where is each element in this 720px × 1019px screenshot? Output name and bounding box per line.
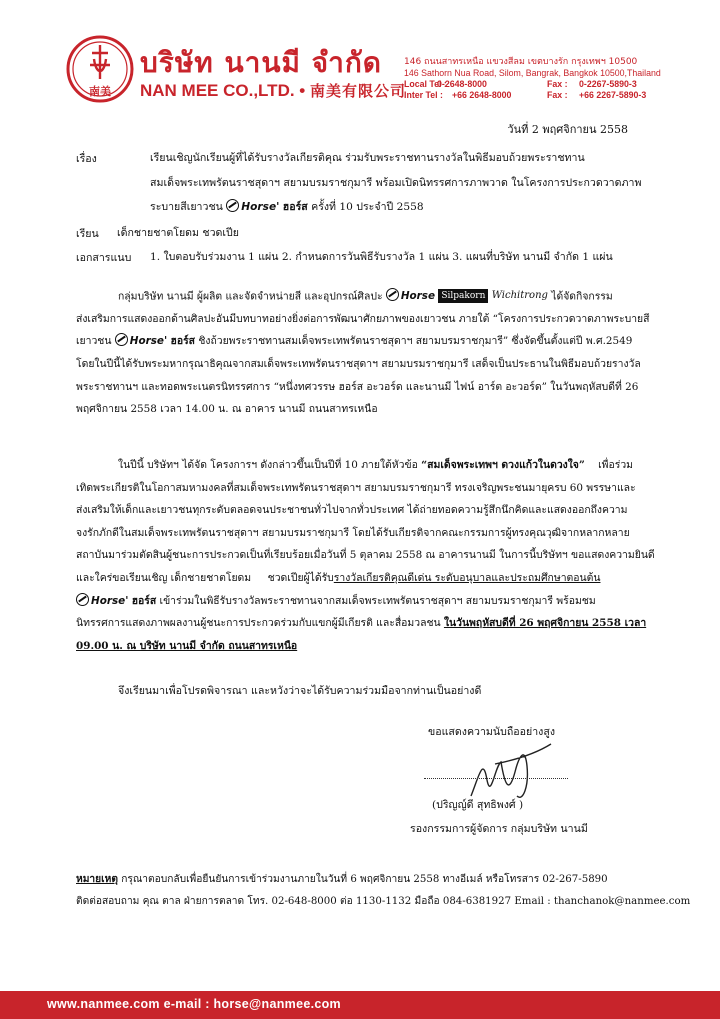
closing-statement: จึงเรียนมาเพื่อโปรดพิจารณา และหวังว่าจะได้รับความร่วมมือจากท่านเป็นอย่างดี <box>118 685 482 697</box>
company-name-thai: บริษัท นานมี จำกัด <box>140 46 382 79</box>
signer-name: (ปริญญ์ดี สุทธิพงศ์ ) <box>432 799 524 811</box>
horse-brand-logo: Horse' <box>226 199 279 215</box>
subject-line-1: เรียนเชิญนักเรียนผู้ที่ได้รับรางวัลเกียรติคุณ ร่วมรับพระราชทานรางวัลในพิธีมอบถ้วยพระราชทาน <box>150 152 585 164</box>
horse-icon <box>115 333 128 346</box>
horse-icon <box>226 199 239 212</box>
footer-contact: www.nanmee.com e-mail : horse@nanmee.com <box>47 997 341 1011</box>
signature-line <box>424 778 568 779</box>
sign-off: ขอแสดงความนับถืออย่างสูง <box>428 726 555 738</box>
company-name-english: NAN MEE CO.,LTD. • 南美有限公司 <box>140 81 406 100</box>
attachment-label: เอกสารแนบ <box>76 252 132 264</box>
footer-bar <box>0 991 720 1019</box>
silpakorn-logo: Silpakorn <box>438 289 488 303</box>
handwritten-signature <box>465 736 555 806</box>
note-line-2: ติดต่อสอบถาม คุณ ตาล ฝ่ายการตลาด โทร. 02-648-8000 ต่อ 1130-1132 มือถือ 084-6381927 Email : thanchanok@nanmee.com <box>76 896 691 907</box>
paragraph-1: กลุ่มบริษัท นานมี ผู้ผลิต และจัดจำหน่ายสี และอุปกรณ์ศิลปะ Horse Silpakorn Wichitrong ได้จัดกิจกรรม ส่งเสริมการแสดงออกด้านศิลปะอันมีบทบาทอย่างยิ่งต่อการพัฒนาศักยภาพของเยาวชน ภายใต้ “โครงการประกวดวาดภาพระบายสี เยาวชน Horse' ฮอร์ส ชิงถ้วยพระราชทานสมเด็จพระเทพรัตนราชสุดาฯ สยามบรมราชกุมารี” ซึ่งจัดขึ้นตั้งแต่ปี พ.ศ.2549 โดยในปีนี้ได้รับพระมหากรุณาธิคุณจากสมเด็จพระเทพรัตนราชสุดาฯ สยามบรมราชกุมารี เสด็จเป็นประธานในพิธีมอบถ้วยรางวัล พระราชทานฯ และทอดพระเนตรนิทรรศการ “หนึ่งทศวรรษ ฮอร์ส อะวอร์ด และนานมี ไฟน์ อาร์ต อะวอร์ด” ในวันพฤหัสบดีที่ 26 พฤศจิกายน 2558 เวลา 14.00 น. ณ อาคาร นานมี ถนนสาทรเหนือ <box>76 285 650 421</box>
signer-title: รองกรรมการผู้จัดการ กลุ่มบริษัท นานมี <box>410 823 588 835</box>
note-line-1: หมายเหตุ กรุณาตอบกลับเพื่อยืนยันการเข้าร่วมงานภายในวันที่ 6 พฤศจิกายน 2558 ทางอีเมล์ หรือโทรสาร 02-267-5890 <box>76 873 608 885</box>
horse-icon <box>386 288 399 301</box>
letter-date: วันที่ 2 พฤศจิกายน 2558 <box>507 123 628 136</box>
horse-icon <box>76 593 89 606</box>
attachment-list: 1. ใบตอบรับร่วมงาน 1 แผ่น 2. กำหนดการวันพิธีรับรางวัล 1 แผ่น 3. แผนที่บริษัท นานมี จำกัด 1 แผ่น <box>150 251 613 263</box>
svg-text:南美: 南美 <box>89 85 111 98</box>
company-address: 146 ถนนสาทรเหนือ แขวงสีลม เขตบางรัก กรุงเทพฯ 10500 146 Sathorn Nua Road, Silom, Bangrak, Bangkok 10500,Thailand Local Tel : 0-2648-8000 Fax : 0-2267-5890-3 Inter Tel : +66 2648-8000 Fax : +66 2267-5890-3 <box>404 57 661 100</box>
to-label: เรียน <box>76 228 99 240</box>
note-label: หมายเหตุ <box>76 873 118 885</box>
recipient-name: เด็กชายชาตโยดม ชวดเปีย <box>117 227 239 239</box>
subject-line-3: ระบายสีเยาวชน Horse' ฮอร์ส ครั้งที่ 10 ประจำปี 2558 <box>150 201 424 213</box>
subject-label: เรื่อง <box>76 153 97 165</box>
subject-line-2: สมเด็จพระเทพรัตนราชสุดาฯ สยามบรมราชกุมารี พร้อมเปิดนิทรรศการภาพวาด ในโครงการประกวดวาดภาพ <box>150 177 642 189</box>
paragraph-2: ในปีนี้ บริษัทฯ ได้จัด โครงการฯ ดังกล่าวขึ้นเป็นปีที่ 10 ภายใต้หัวข้อ “สมเด็จพระเทพฯ ดวงแก้วในดวงใจ” เพื่อร่วม เทิดพระเกียรติในโอกาสมหามงคลที่สมเด็จพระเทพรัตนราชสุดาฯ สยามบรมราชกุมารี ทรงเจริญพระชนมายุครบ 60 พรรษาและ ส่งเสริมให้เด็กและเยาวชนทุกระดับตลอดจนประชาชนทั่วไปจากทั่วประเทศ ได้ถ่ายทอดความรู้สึกนึกคิดและแสดงออกถึงความ จงรักภักดีในสมเด็จพระเทพรัตนราชสุดาฯ สยามบรมราชกุมารี โดยได้รับเกียรติจากคณะกรรมการผู้ทรงคุณวุฒิจากหลากหลาย สถาบันมาร่วมตัดสินผู้ชนะการประกวดเป็นที่เรียบร้อยเมื่อวันที่ 5 ตุลาคม 2558 ณ อาคารนานมี ในการนี้บริษัทฯ ขอแสดงความยินดี และใคร่ขอเรียนเชิญ เด็กชายชาตโยดม ชวดเปียผู้ได้รับรางวัลเกียรติคุณดีเด่น ระดับอนุบาลและประถมศึกษาตอนต้น Horse' ฮอร์ส เข้าร่วมในพิธีรับรางวัลพระราชทานจากสมเด็จพระเทพรัตนราชสุดาฯ สยามบรมราชกุมารี พร้อมชม นิทรรศการแสดงภาพผลงานผู้ชนะการประกวดร่วมกับแขกผู้มีเกียรติ และสื่อมวลชน ในวันพฤหัสบดีที่ 26 พฤศจิกายน 2558 เวลา 09.00 น. ณ บริษัท นานมี จำกัด ถนนสาทรเหนือ <box>76 459 655 652</box>
company-name-chinese: 南美有限公司 <box>309 82 406 100</box>
nanmee-logo <box>66 35 134 103</box>
wichitrong-logo: Wichitrong <box>491 290 548 301</box>
